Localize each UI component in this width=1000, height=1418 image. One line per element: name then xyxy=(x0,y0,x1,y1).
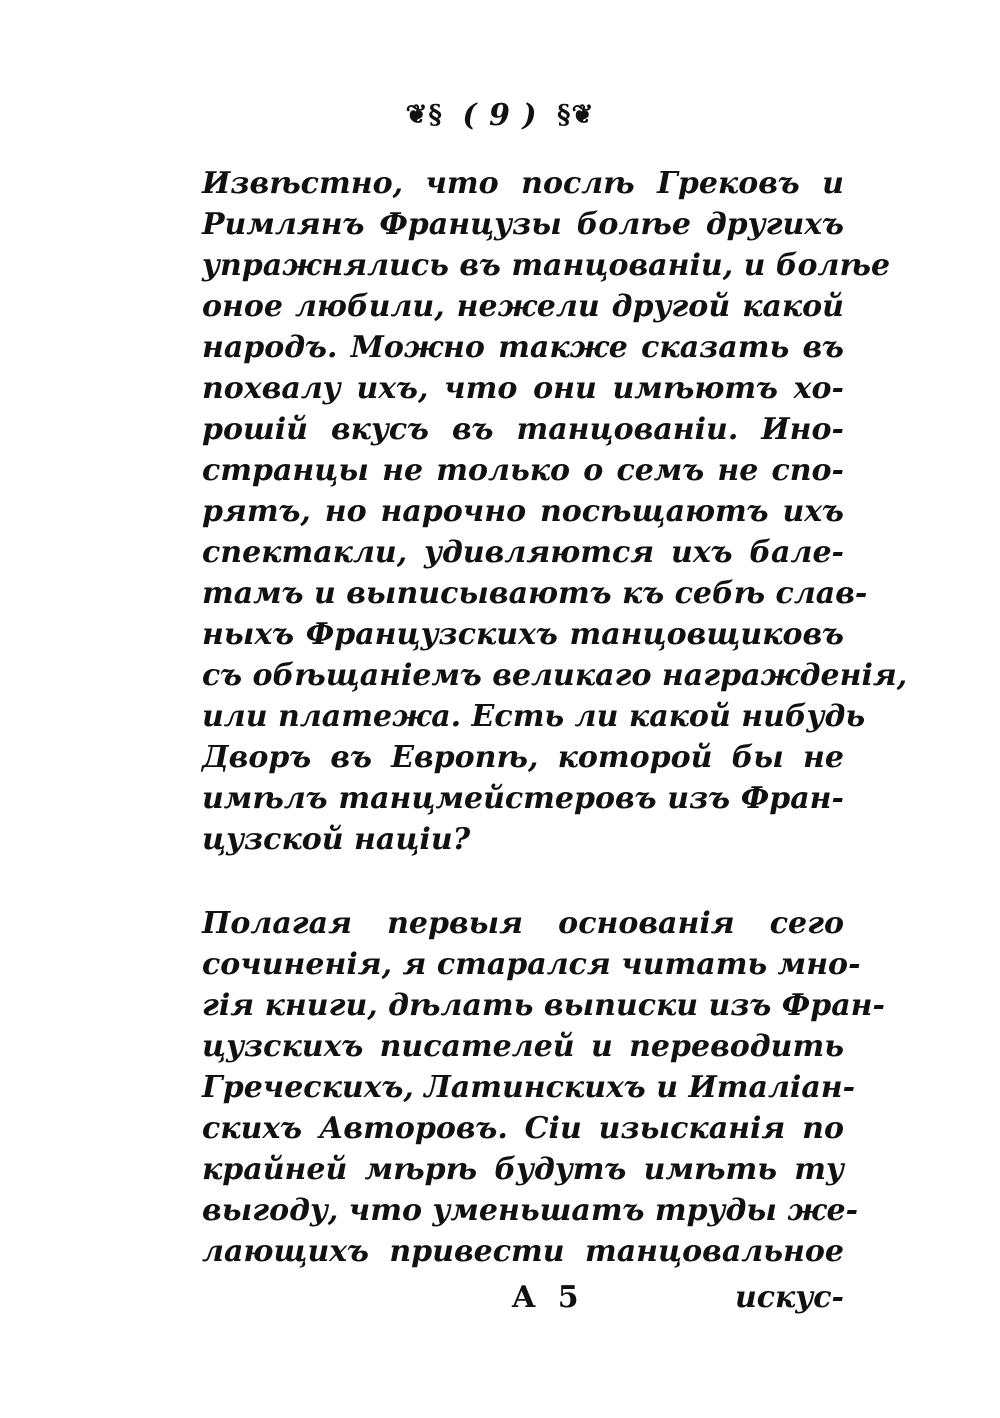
text-line: крайней мѣрѣ будутъ имѣть ту xyxy=(202,1152,844,1187)
left-ornament-icon: ❦§ xyxy=(405,100,443,130)
text-line: выгоду, что уменьшатъ труды же- xyxy=(202,1193,859,1228)
page-header xyxy=(0,96,1000,133)
text-line: цузскихъ писателей и переводить xyxy=(202,1029,844,1064)
page-footer xyxy=(0,1280,1000,1324)
right-ornament-icon: §❦ xyxy=(557,100,595,130)
text-line: похвалу ихъ, что они имѣютъ хо- xyxy=(202,371,844,406)
text-line: упражнялись въ танцованіи, и болѣе xyxy=(202,248,891,283)
text-line: Римлянъ Французы болѣе другихъ xyxy=(202,207,844,242)
signature-mark: A 5 xyxy=(512,1280,585,1315)
text-line: оное любили, нежели другой какой xyxy=(202,289,844,324)
page-number: ( 9 ) xyxy=(462,97,538,133)
text-line: скихъ Авторовъ. Сіи изысканія по xyxy=(202,1111,844,1146)
text-line: странцы не только о семъ не спо- xyxy=(202,453,844,488)
text-line: рошій вкусъ въ танцованіи. Ино- xyxy=(202,412,844,447)
text-line: Полагая первыя основанія сего xyxy=(202,906,844,941)
text-line: Дворъ въ Европѣ, которой бы не xyxy=(202,740,844,775)
text-line: Извѣстно, что послѣ Грековъ и xyxy=(202,166,844,201)
text-line: лающихъ привести танцовальное xyxy=(202,1234,844,1269)
text-line: ныхъ Французскихъ танцовщиковъ xyxy=(202,617,844,652)
text-line: гія книги, дѣлать выписки изъ Фран- xyxy=(202,988,885,1023)
text-line: рятъ, но нарочно посѣщаютъ ихъ xyxy=(202,494,844,529)
text-line: Греческихъ, Латинскихъ и Италіан- xyxy=(202,1070,856,1105)
text-line: тамъ и выписываютъ къ себѣ слав- xyxy=(202,576,868,611)
paragraph-2 xyxy=(202,903,885,1272)
text-line: цузской націи? xyxy=(202,822,471,857)
text-line: или платежа. Есть ли какой нибудь xyxy=(202,699,866,734)
text-line: имѣлъ танцмейстеровъ изъ Фран- xyxy=(202,781,844,816)
text-line: народъ. Можно также сказать въ xyxy=(202,330,844,365)
text-line: спектакли, удивляются ихъ бале- xyxy=(202,535,844,570)
text-line: съ обѣщаніемъ великаго награжденія, xyxy=(202,658,908,693)
text-line: сочиненія, я старался читать мно- xyxy=(202,947,861,982)
paragraph-1 xyxy=(202,163,908,860)
catchword: искус- xyxy=(734,1280,844,1315)
